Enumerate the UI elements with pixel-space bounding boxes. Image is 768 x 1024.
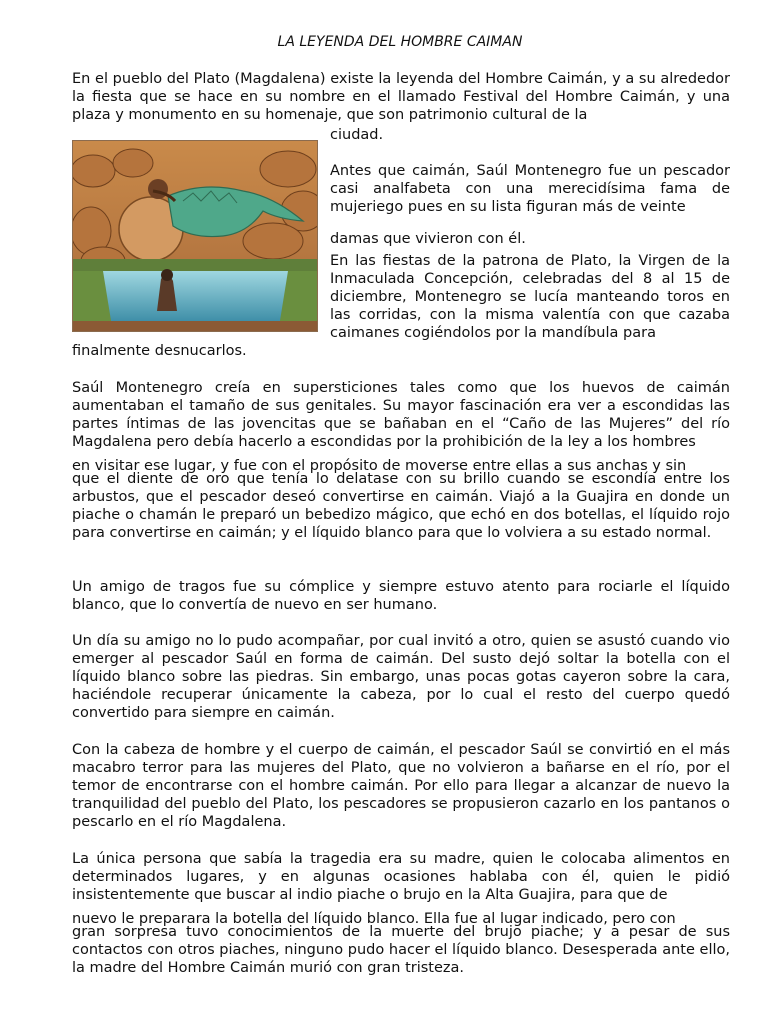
paragraph-amigo: Un amigo de tragos fue su cómplice y siempre estuvo atento para rociarle el líquido blanco, que lo convertía de nuevo en ser humano.: [72, 579, 730, 613]
paragraph-saul-fisherman: Antes que caimán, Saúl Montenegro fue un pescador casi analfabeta con una merecidísima fama de mujeriego pues en su lista figuran más de veinte: [330, 163, 730, 215]
paragraph-fiestas: En las fiestas de la patrona de Plato, la Virgen de la Inmaculada Concepción, celebradas del 8 al 15 de diciembre, Montenegro se lucía manteando toros en las corridas, con la misma valentía con que cazaba caimanes cogiéndolos por la mandíbula para: [330, 253, 730, 341]
paragraph-un-dia: Un día su amigo no lo pudo acompañar, por cual invitó a otro, quien se asustó cuando vio emerger al pescador Saúl en forma de caimán. Del susto dejó soltar la botella con el líquido blanco sobre las piedras. Sin embargo, unas pocas gotas cayeron sobre la cara, haciéndole recuperar únicamente la cabeza, por lo cual el resto del cuerpo quedó convertido para siempre en caimán.: [72, 633, 730, 721]
paragraph-madre-overlap: nuevo le preparara la botella del líquido blanco. Ella fue al lugar indicado, pero con: [72, 911, 676, 927]
paragraph-supersticiones-overlap: en visitar ese lugar, y fue con el propósito de moverse entre ellas a sus anchas y sin: [72, 458, 687, 474]
intro-paragraph: En el pueblo del Plato (Magdalena) existe la leyenda del Hombre Caimán, y a su alrededor la fiesta que se hace en su nombre en el llamado Festival del Hombre Caimán, y una plaza y monumento en su homenaje, que son patrimonio cultural de la: [72, 71, 730, 123]
paragraph-cabeza-de-hombre: Con la cabeza de hombre y el cuerpo de caimán, el pescador Saúl se convirtió en el más macabro terror para las mujeres del Plato, que no volvieron a bañarse en el río, por el temor de encontrarse con el hombre caimán. Por ello para llegar a alcanzar de nuevo la tranquilidad del pueblo del Plato, los pescadores se propusieron cazarlo en los pantanos o pescarlo en el río Magdalena.: [72, 742, 730, 830]
paragraph-supersticiones: Saúl Montenegro creía en supersticiones tales como que los huevos de caimán aumentaban el tamaño de sus genitales. Su mayor fascinación era ver a escondidas las partes íntimas de las jovencitas que se bañaban en el “Caño de las Mujeres” del río Magdalena pero debía hacerlo a escondidas por la prohibición de la ley a los hombres: [72, 380, 730, 450]
intro-paragraph-end: ciudad.: [330, 127, 384, 143]
paragraph-damas: damas que vivieron con él.: [330, 231, 526, 247]
paragraph-fiestas-end: finalmente desnucarlos.: [72, 343, 247, 359]
document-title: LA LEYENDA DEL HOMBRE CAIMAN: [277, 34, 523, 50]
paragraph-diente-de-oro: que el diente de oro que tenía lo delatase con su brillo cuando se escondía entre los arbustos, que el pescador deseó convertirse en caimán. Viajó a la Guajira en donde un piache o chamán le preparó un bebedizo mágico, que echó en dos botellas, el líquido rojo para convertirse en caimán; y el líquido blanco para que lo volviera a su estado normal.: [72, 471, 730, 541]
painting-illustration: [73, 141, 318, 332]
paragraph-madre: La única persona que sabía la tragedia era su madre, quien le colocaba alimentos en determinados lugares, y en algunas ocasiones hablaba con él, quien le pidió insistentemente que buscar al indio piache o brujo en la Alta Guajira, para que de: [72, 851, 730, 903]
hombre-caiman-painting: [72, 140, 318, 332]
paragraph-madre-end: gran sorpresa tuvo conocimientos de la muerte del brujo piache; y a pesar de sus contactos con otros piaches, ninguno pudo hacer el líquido blanco. Desesperada ante ello, la madre del Hombre Caimán murió con gran tristeza.: [72, 924, 730, 976]
